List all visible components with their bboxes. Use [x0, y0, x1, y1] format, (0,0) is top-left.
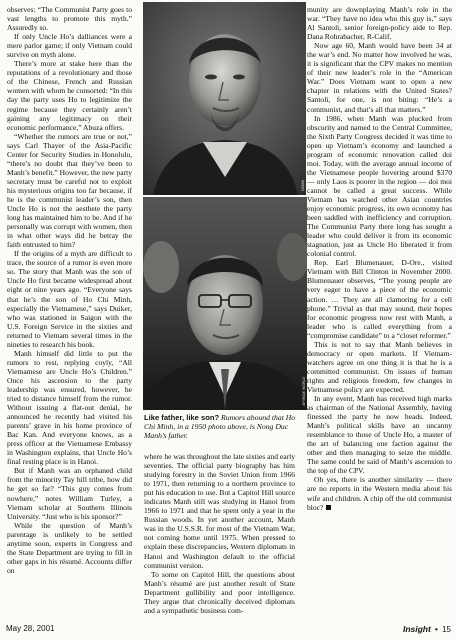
column-1 — [7, 5, 132, 575]
footer-folio — [403, 624, 451, 634]
paragraph: In any event, Manh has received high marks as chairman of the National Assembly, having finessed the party he now heads. Indeed, Manh’s political skills have an uncanny resemblance to those of Uncle Ho, a master of the art of balancing one faction against the other and then managing to seize the middle. The same could be said of Manh’s ascension to the top of the CPV. — [307, 394, 452, 476]
paragraph: There’s more at stake here than the reputations of a revolutionary and those of the Chinese, French and Russian women with whom he consorted: “In this day the party uses Ho to legitimize the regime because they certainly aren’t gaining any legitimacy on their economic performance,” Abuza offers. — [7, 59, 132, 132]
paragraph: If the origins of a myth are difficult to trace, the source of a rumor is even more so. The story that Manh was the son of Uncle Ho first became widespread about eight or nine years ago. “Everyone says that he’s the son of Ho Chi Minh, especially the Vietnamese,” says Duiker, who was stationed in Saigon with the U.S. Foreign Service in the sixties and returned to Vietnam several times in the nineties to research his book. — [7, 249, 132, 349]
caption-heading: Like father, like son? — [144, 413, 220, 422]
paragraph: But if Manh was an orphaned child from the minority Tay hill tribe, how did he get so far? “This guy comes from nowhere,” notes William Turley, a Vietnam scholar at Southern Illinois University. “Just who is his sponsor?” — [7, 466, 132, 521]
magazine-name: Insight — [402, 624, 431, 634]
paragraph: where he was throughout the late sixties and early seventies. The official party biography has him studying forestry in the Soviet Union from 1966 to 1971, then returning to a northern province to put his education to use. But a Capitol Hill source indicates Manh still was studying in Hanoi from 1966 to 1971 and that he spent only a year in the Russian woods. In yet another account, Manh was in the U.S.S.R. for most of the Vietnam War, not coming home until 1975. When pressed to explain these discrepancies, Western diplomats in Hanoi and Washington default to the official communist version. — [144, 452, 295, 570]
paragraph: In 1986, when Manh was plucked from obscurity and named to the Central Committee, the Sixth Party Congress decided it was time to open up Vietnam’s economy and launched a program of economic renovation called doi moi. Today, with the average annual income of the Vietnamese people hovering around $370 — only Laos is poorer in the region — doi moi cannot be called a great success. While Vietnam has watched other Asian countries enjoy economic progress, its own economy has been saddled with inefficiency and corruption. The Communist Party there long has sought a leader who could deliver it from its economic stagnation, just as Uncle Ho liberated it from colonial control. — [307, 113, 452, 259]
photo-caption — [144, 413, 304, 440]
nong-duc-manh-photo — [143, 197, 307, 410]
photo-credit: AP/WIDE WORLD — [302, 377, 306, 406]
column-2 — [144, 452, 295, 615]
paragraph: Rep. Earl Blumenauer, D-Ore., visited Vietnam with Bill Clinton in November 2000. Blumenauer observes, “The young people are very eager to have a piece of the economic action. … They are all clamoring for a cell phone.” Trivial as that may sound, their hopes for economic progress now rest with Manh, a leader who is called everything from a “compromise candidate” to a “closet reformer.” — [307, 258, 452, 340]
paragraph: “Whether the rumors are true or not,” says Carl Thayer of the Asia-Pacific Center for Security Studies in Honolulu, “there’s no doubt that they’ve been to Manh’s benefit.” However, the new party secretary must be careful not to exploit his mysterious origins too far because, if he is the communist leader’s son, then Uncle Ho is not the aesthete the party long has maintained him to be. And if he personally was corrupt with women, then in what other ways did he betray the faith entrusted to him? — [7, 131, 132, 250]
paragraph: While the question of Manh’s parentage is unlikely to be settled anytime soon, experts in Congress and the State Department are trying to fill in other gaps in his résumé. Accounts differ on — [7, 520, 132, 575]
column-3 — [307, 5, 452, 512]
paragraph: This is not to say that Manh believes in democracy or open markets. If Vietnam-watchers agree on one thing it is that he is a committed communist. On issues of human rights and religious freedom, few changes in Vietnamese policy are expected. — [307, 339, 452, 394]
paragraph: To some on Capitol Hill, the questions about Manh’s résumé are just another result of State Department gullibility and poor intelligence. They argue that chronically deceived diplomats and a sympathetic business com- — [144, 569, 295, 615]
bullet-icon: • — [435, 625, 438, 634]
paragraph — [307, 475, 452, 511]
paragraph: Now age 60, Manh would have been 34 at the war’s end. No matter how involved he was, it is significant that the CPV makes no mention of their new leader’s role in the “American War.” Does Vietnam want to open a new chapter in relations with the United States? Santoli, for one, is not biting: “He’s a communist, and that’s all that matters.” — [307, 41, 452, 114]
paragraph-text: Oh yes, there is another similarity — there are no reports in the Western media about his wife and children. A chip off the old communist bloc? — [307, 475, 452, 512]
paragraph: munity are downplaying Manh’s role in the war. “They have no idea who this guy is,” says Al Santoli, senior foreign-policy aide to Rep. Dana Rohrabacher, R-Calif. — [307, 5, 452, 42]
caption-text: Rumors abound that Ho Chi Minh, in a 1950 photo above, is Nong Duc Manh’s father. — [144, 413, 296, 440]
end-mark-icon — [326, 505, 331, 510]
footer-date: May 28, 2001 — [6, 624, 55, 633]
photo-credit: NSDIN — [301, 180, 305, 191]
page-number: 15 — [442, 625, 451, 634]
ho-chi-minh-photo — [143, 2, 306, 195]
paragraph: observes: “The Communist Party goes to vast lengths to promote this myth.” Assuredly so. — [7, 5, 132, 33]
paragraph: If only Uncle Ho’s dalliances were a mere parlor game; if only Vietnam could survive on myth alone. — [7, 32, 132, 60]
paragraph: Manh himself did little to put the rumors to rest, replying coyly, “All Vietnamese are Uncle Ho’s Children.” Once his ascension to the party leadership was ensured, however, he tried to distance himself from the rumor. Without issuing a flat-out denial, he announced he recently had visited his parents’ grave in his home province of Bac Kan. And everyone knows, as a press officer at the Vietnamese Embassy in Washington explains, that Uncle Ho’s final resting place is in Hanoi. — [7, 348, 132, 467]
